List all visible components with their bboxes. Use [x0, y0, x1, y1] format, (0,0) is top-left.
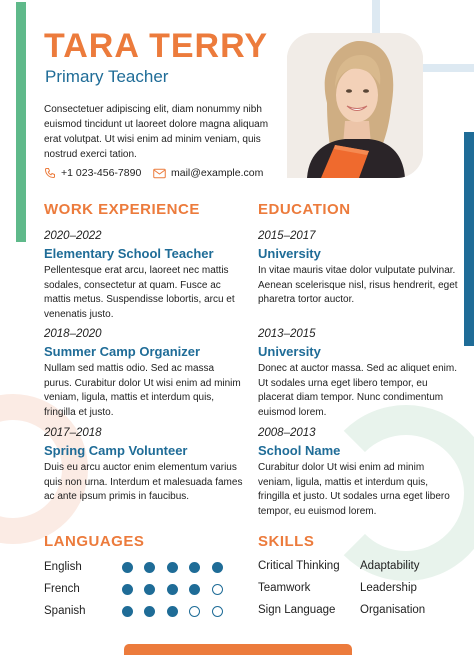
education-entry: [258, 426, 458, 519]
work-experience-heading: WORK EXPERIENCE: [44, 201, 200, 218]
entry-description: Pellentesque erat arcu, laoreet nec mattis sodales, consectetur at quam. Fusce ac mattis metus. Suspendisse lobortis, arcu et venenatis justo.: [44, 265, 235, 320]
work-entry: [44, 229, 244, 322]
email-address: mail@example.com: [171, 167, 264, 179]
entry-date: 2008–2013: [258, 427, 316, 439]
entry-date: 2013–2015: [258, 328, 316, 340]
skills-heading: SKILLS: [258, 533, 315, 550]
level-dot-filled: [144, 584, 155, 595]
contact-email[interactable]: [153, 167, 263, 179]
level-dot-filled: [122, 584, 133, 595]
languages-heading: LANGUAGES: [44, 533, 145, 550]
level-dot-filled: [167, 562, 178, 573]
intro-text: Consectetuer adipiscing elit, diam nonummy nibh euismod tincidunt ut laoreet dolore magna aliquam erat volutpat. Ut wisi enim ad minim veniam, quis nostrud exerci tation.: [44, 104, 269, 160]
language-row: [44, 581, 234, 597]
work-entry: [44, 327, 244, 420]
entry-description: Duis eu arcu auctor enim elementum varius quis non urna. Interdum et malesuada fames ac ante ipsum primis in faucibus.: [44, 462, 243, 503]
candidate-name: TARA TERRY: [44, 27, 269, 65]
language-name: French: [44, 583, 80, 595]
skill-item: Sign Language: [258, 604, 336, 616]
skill-item: Organisation: [360, 604, 426, 616]
education-entry: [258, 327, 458, 420]
entry-title: University: [258, 344, 321, 359]
entry-date: 2015–2017: [258, 230, 316, 242]
entry-description: In vitae mauris vitae dolor vulputate pulvinar. Aenean scelerisque nisl, risus hendrerit, eget pharetra tortor auctor.: [258, 265, 458, 306]
entry-title: Summer Camp Organizer: [44, 344, 201, 359]
entry-date: 2017–2018: [44, 427, 102, 439]
level-dot-filled: [212, 562, 223, 573]
skill-item: Adaptability: [360, 560, 420, 572]
phone-icon: [44, 167, 56, 179]
education-entry: [258, 229, 458, 308]
skill-item: Teamwork: [258, 582, 311, 594]
entry-description: Curabitur dolor Ut wisi enim ad minim veniam, ligula, mattis et interdum quis, fringilla et justo. Ut sodales urna eget libero tempor, eu euismod lorem.: [258, 462, 450, 517]
entry-title: School Name: [258, 443, 341, 458]
contact-phone[interactable]: [44, 167, 141, 179]
skill-item: Critical Thinking: [258, 560, 340, 572]
entry-title: University: [258, 246, 321, 261]
entry-title: Elementary School Teacher: [44, 246, 214, 261]
language-name: English: [44, 561, 82, 573]
language-row: [44, 603, 234, 619]
skill-item: Leadership: [360, 582, 417, 594]
candidate-role: Primary Teacher: [45, 67, 169, 86]
level-dot-filled: [122, 562, 133, 573]
entry-description: Nullam sed mattis odio. Sed ac massa purus. Curabitur dolor Ut wisi enim ad minim veniam, ligula, mattis et interdum quis, fringilla et justo.: [44, 363, 241, 418]
level-dot-empty: [189, 606, 200, 617]
level-dot-filled: [144, 606, 155, 617]
level-dot-filled: [122, 606, 133, 617]
level-dot-filled: [189, 584, 200, 595]
level-dot-filled: [167, 584, 178, 595]
language-name: Spanish: [44, 605, 86, 617]
work-entry: [44, 426, 244, 505]
entry-date: 2020–2022: [44, 230, 102, 242]
level-dot-filled: [144, 562, 155, 573]
entry-description: Donec at auctor massa. Sed ac aliquet enim. Ut sodales urna eget libero tempor, eu placerat diam tempor. Nunc condimentum euismod lorem.: [258, 363, 457, 418]
entry-date: 2018–2020: [44, 328, 102, 340]
envelope-icon: [153, 168, 166, 179]
entry-title: Spring Camp Volunteer: [44, 443, 188, 458]
language-level-dots: [122, 606, 235, 617]
language-level-dots: [122, 562, 235, 573]
phone-number: +1 023-456-7890: [61, 167, 142, 179]
education-heading: EDUCATION: [258, 201, 351, 218]
profile-photo: [287, 33, 423, 178]
language-row: [44, 559, 234, 575]
level-dot-filled: [189, 562, 200, 573]
language-level-dots: [122, 584, 235, 595]
level-dot-empty: [212, 584, 223, 595]
level-dot-filled: [167, 606, 178, 617]
level-dot-empty: [212, 606, 223, 617]
